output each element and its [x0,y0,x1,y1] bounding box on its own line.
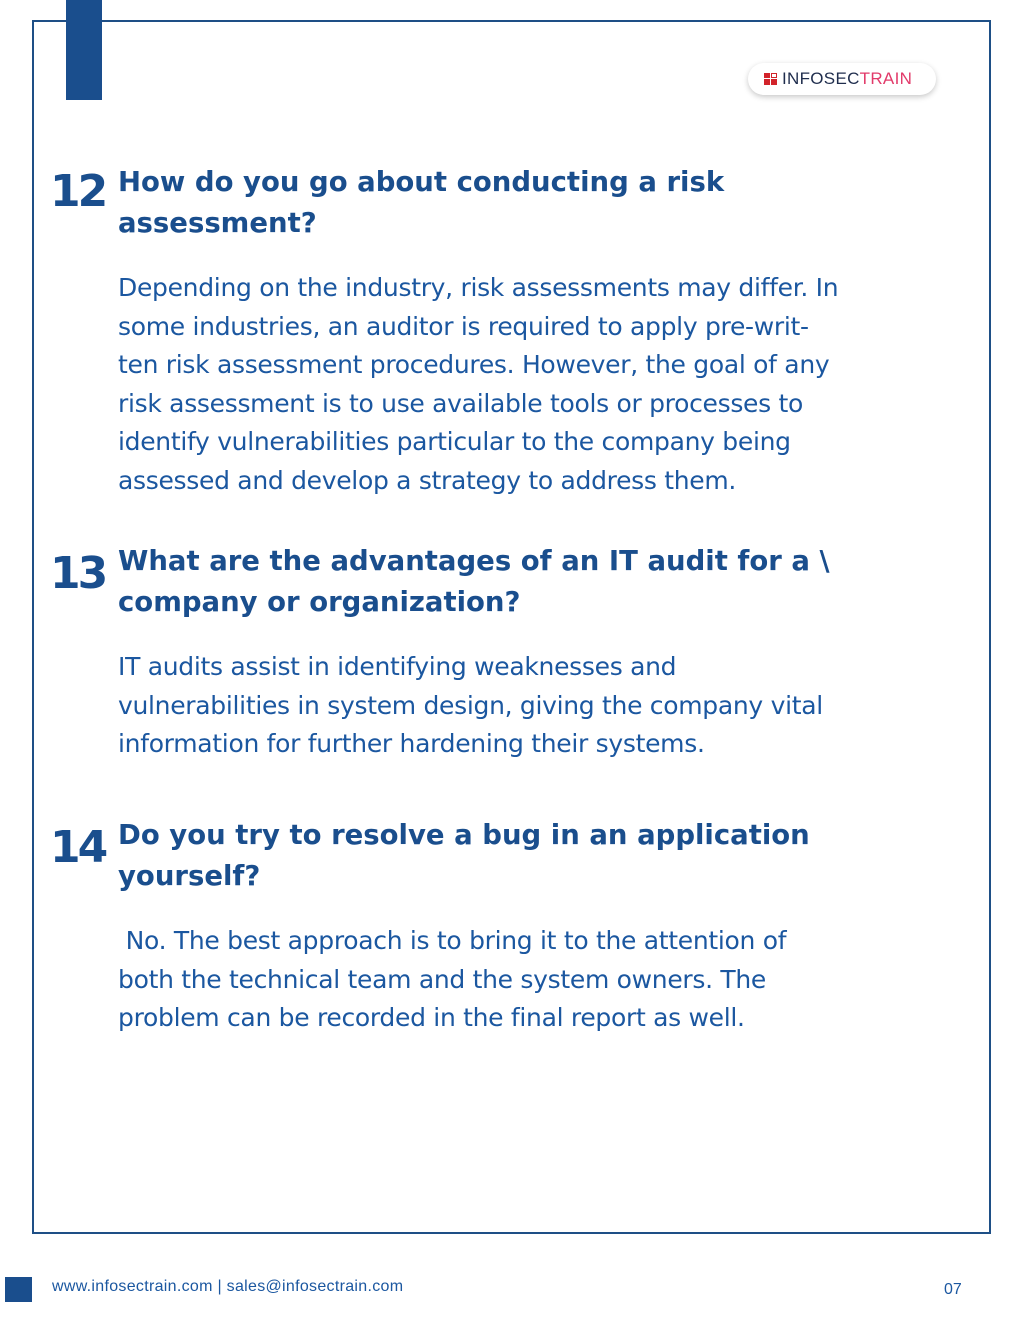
logo-text: INFOSECTRAIN [782,69,913,88]
answer-text: No. The best approach is to bring it to the attention of both the technical team and the system owners. The problem can be recorded in the final report as well. [118,926,787,1032]
logo-mark-icon [764,73,777,85]
infosectrain-logo [748,63,936,95]
answer-text: Depending on the industry, risk assessments may differ. In some industries, an auditor is required to apply pre-writ- ten risk assessment procedures. However, the goal of any risk assessment is to use available tools or processes to identify vulnerabilities particular to the company being assessed and develop a strategy to address them. [118,273,839,495]
question-title: How do you go about conducting a risk assessment? [118,166,725,239]
footer-contact: www.infosectrain.com | sales@infosectrain.com [52,1278,404,1295]
top-accent-bar [66,0,102,100]
question-title: Do you try to resolve a bug in an application yourself? [118,819,810,892]
answer-text: IT audits assist in identifying weaknesses and vulnerabilities in system design, giving the company vital information for further hardening their systems. [118,652,823,758]
question-number: 12 [50,166,106,217]
footer-accent-square [5,1277,32,1302]
page-number: 07 [944,1281,962,1298]
question-title: What are the advantages of an IT audit for a \ company or organization? [118,545,830,618]
question-number: 13 [50,548,106,599]
question-number: 14 [50,822,106,873]
